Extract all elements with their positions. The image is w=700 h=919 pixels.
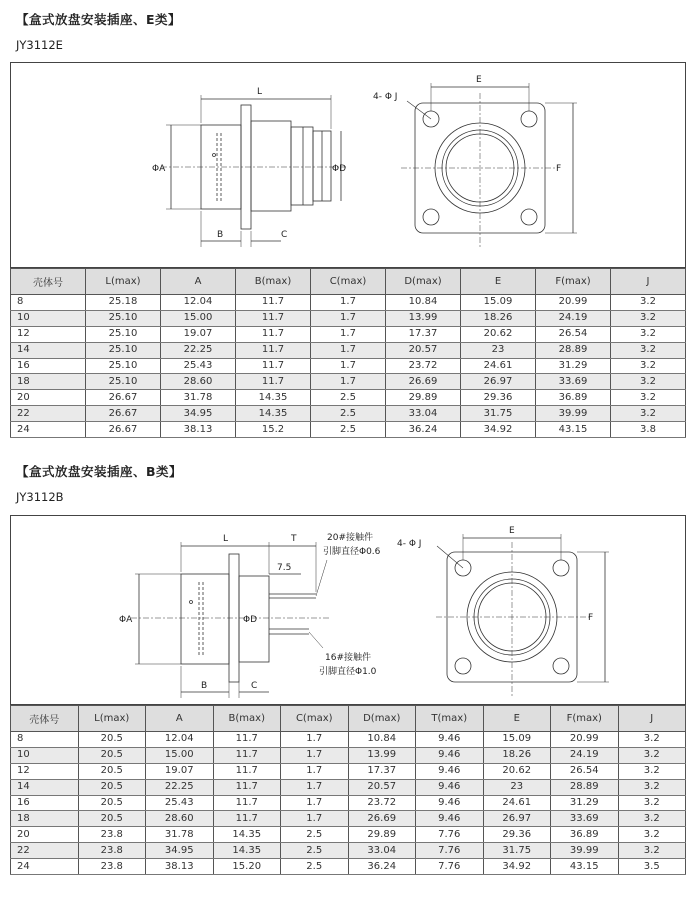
table-cell: 14.35 (236, 390, 311, 406)
table-cell: 11.7 (236, 342, 311, 358)
table-cell: 11.7 (213, 747, 281, 763)
column-header: E (483, 706, 551, 732)
table-cell: 20.57 (348, 779, 416, 795)
table-row (11, 374, 686, 390)
table-cell: 26.54 (551, 763, 619, 779)
table-cell: 3.2 (611, 390, 686, 406)
table-cell: 11.7 (236, 310, 311, 326)
table-cell: 23.8 (78, 843, 146, 859)
column-header: A (146, 706, 214, 732)
table-cell: 10 (11, 747, 79, 763)
dim-f-label: F (556, 164, 562, 174)
table-cell: 25.10 (86, 310, 161, 326)
table-cell: 25.10 (86, 342, 161, 358)
table-cell: 8 (11, 732, 79, 748)
table-cell: 3.2 (611, 342, 686, 358)
table-cell: 3.2 (611, 406, 686, 422)
table-cell: 19.07 (146, 763, 214, 779)
table-cell: 1.7 (311, 310, 386, 326)
table-cell: 23 (461, 342, 536, 358)
table-cell: 36.24 (348, 859, 416, 875)
column-header: B(max) (213, 706, 281, 732)
section-b-table (10, 705, 686, 875)
note-16-line1: 16#接触件 (325, 653, 371, 663)
section-b-heading: 【盒式放盘安装插座、B类】 (16, 464, 183, 479)
table-cell: 1.7 (311, 295, 386, 311)
table-cell: 34.92 (461, 422, 536, 438)
table-cell: 29.36 (483, 827, 551, 843)
table-cell: 33.69 (536, 374, 611, 390)
table-cell: 10.84 (348, 732, 416, 748)
dim-c-label: C (281, 230, 288, 240)
table-cell: 22.25 (146, 779, 214, 795)
table-row (11, 295, 686, 311)
table-cell: 36.24 (386, 422, 461, 438)
table-cell: 31.29 (551, 795, 619, 811)
table-cell: 1.7 (281, 811, 349, 827)
table-cell: 29.89 (386, 390, 461, 406)
table-cell: 28.89 (551, 779, 619, 795)
table-cell: 25.10 (86, 374, 161, 390)
table-cell: 14.35 (213, 843, 281, 859)
table-cell: 11.7 (213, 779, 281, 795)
table-cell: 25.18 (86, 295, 161, 311)
table-cell: 15.2 (236, 422, 311, 438)
table-cell: 1.7 (311, 326, 386, 342)
table-cell: 3.2 (618, 843, 686, 859)
table-cell: 39.99 (551, 843, 619, 859)
table-row (11, 310, 686, 326)
table-cell: 11.7 (236, 295, 311, 311)
dim-j-label: 4- Φ J (397, 539, 422, 549)
dim-d-label: ΦD (243, 615, 258, 625)
table-cell: 3.2 (618, 763, 686, 779)
table-cell: 3.2 (611, 295, 686, 311)
table-row (11, 732, 686, 748)
table-row (11, 811, 686, 827)
table-cell: 17.37 (348, 763, 416, 779)
table-cell: 9.46 (416, 763, 484, 779)
table-cell: 3.2 (618, 747, 686, 763)
column-header: 壳体号 (11, 269, 86, 295)
table-cell: 26.67 (86, 390, 161, 406)
table-cell: 20.5 (78, 747, 146, 763)
dim-e-label: E (509, 526, 515, 536)
table-cell: 31.75 (483, 843, 551, 859)
table-cell: 25.43 (161, 358, 236, 374)
table-cell: 20.62 (461, 326, 536, 342)
column-header: L(max) (86, 269, 161, 295)
dim-e-label: E (476, 75, 482, 85)
table-cell: 26.97 (461, 374, 536, 390)
column-header: L(max) (78, 706, 146, 732)
table-cell: 11.7 (213, 732, 281, 748)
table-cell: 23.72 (348, 795, 416, 811)
table-cell: 20.99 (551, 732, 619, 748)
dim-a-label: ΦA (152, 164, 166, 174)
table-cell: 3.2 (618, 779, 686, 795)
table-cell: 1.7 (311, 374, 386, 390)
table-cell: 12.04 (146, 732, 214, 748)
table-cell: 3.2 (618, 827, 686, 843)
note-20-line2: 引脚直径Φ0.6 (323, 547, 381, 557)
table-cell: 15.09 (461, 295, 536, 311)
table-cell: 26.54 (536, 326, 611, 342)
table-cell: 15.09 (483, 732, 551, 748)
table-cell: 33.69 (551, 811, 619, 827)
table-cell: 1.7 (281, 779, 349, 795)
table-cell: 24.61 (461, 358, 536, 374)
table-cell: 34.95 (146, 843, 214, 859)
table-cell: 11.7 (236, 326, 311, 342)
table-row (11, 422, 686, 438)
section-e-table-header (11, 269, 686, 295)
section-e-heading: 【盒式放盘安装插座、E类】 (16, 12, 182, 27)
table-cell: 7.76 (416, 827, 484, 843)
dim-f-label: F (588, 613, 594, 623)
table-cell: 26.67 (86, 422, 161, 438)
table-cell: 1.7 (281, 795, 349, 811)
column-header: D(max) (386, 269, 461, 295)
column-header: D(max) (348, 706, 416, 732)
table-cell: 43.15 (551, 859, 619, 875)
table-cell: 16 (11, 358, 86, 374)
table-row (11, 827, 686, 843)
table-cell: 3.8 (611, 422, 686, 438)
section-e-table (10, 268, 686, 438)
section-b-model: JY3112B (16, 490, 64, 504)
table-cell: 14.35 (213, 827, 281, 843)
column-header: C(max) (311, 269, 386, 295)
table-cell: 2.5 (311, 406, 386, 422)
table-cell: 20.57 (386, 342, 461, 358)
column-header: J (618, 706, 686, 732)
table-cell: 18 (11, 811, 79, 827)
column-header: F(max) (551, 706, 619, 732)
table-row (11, 390, 686, 406)
dim-l-label: L (223, 534, 229, 544)
table-cell: 3.2 (618, 811, 686, 827)
table-cell: 1.7 (281, 763, 349, 779)
table-cell: 17.37 (386, 326, 461, 342)
table-cell: 10.84 (386, 295, 461, 311)
dim-a-label: ΦA (119, 615, 133, 625)
table-cell: 20.5 (78, 763, 146, 779)
table-cell: 3.2 (611, 358, 686, 374)
table-cell: 2.5 (281, 827, 349, 843)
table-cell: 20 (11, 390, 86, 406)
table-cell: 9.46 (416, 779, 484, 795)
table-row (11, 358, 686, 374)
table-cell: 7.76 (416, 843, 484, 859)
section-e-drawing (10, 62, 686, 268)
table-cell: 26.67 (86, 406, 161, 422)
table-cell: 13.99 (386, 310, 461, 326)
section-e-drawing-svg (11, 63, 685, 267)
table-cell: 23.8 (78, 827, 146, 843)
table-cell: 13.99 (348, 747, 416, 763)
table-cell: 20.62 (483, 763, 551, 779)
section-b-table-body (11, 732, 686, 875)
table-cell: 3.2 (611, 310, 686, 326)
table-cell: 38.13 (161, 422, 236, 438)
table-cell: 7.76 (416, 859, 484, 875)
table-cell: 18.26 (461, 310, 536, 326)
table-cell: 20.99 (536, 295, 611, 311)
table-cell: 28.60 (146, 811, 214, 827)
table-cell: 2.5 (311, 422, 386, 438)
dim-b-label: B (217, 230, 224, 240)
column-header: T(max) (416, 706, 484, 732)
table-cell: 12 (11, 763, 79, 779)
column-header: J (611, 269, 686, 295)
table-cell: 23.72 (386, 358, 461, 374)
section-b-drawing (10, 515, 686, 705)
table-cell: 9.46 (416, 732, 484, 748)
table-cell: 2.5 (281, 859, 349, 875)
table-cell: 2.5 (311, 390, 386, 406)
table-cell: 3.2 (618, 795, 686, 811)
table-cell: 26.69 (386, 374, 461, 390)
table-cell: 11.7 (236, 374, 311, 390)
table-cell: 9.46 (416, 747, 484, 763)
table-cell: 3.2 (618, 732, 686, 748)
table-cell: 28.89 (536, 342, 611, 358)
table-cell: 24.19 (536, 310, 611, 326)
table-cell: 34.95 (161, 406, 236, 422)
section-e-table-body (11, 295, 686, 438)
table-cell: 28.60 (161, 374, 236, 390)
column-header: 壳体号 (11, 706, 79, 732)
table-cell: 8 (11, 295, 86, 311)
column-header: B(max) (236, 269, 311, 295)
table-cell: 36.89 (551, 827, 619, 843)
table-cell: 20.5 (78, 732, 146, 748)
table-cell: 36.89 (536, 390, 611, 406)
column-header: A (161, 269, 236, 295)
table-cell: 11.7 (236, 358, 311, 374)
table-cell: 18.26 (483, 747, 551, 763)
table-cell: 11.7 (213, 795, 281, 811)
table-cell: 31.78 (146, 827, 214, 843)
table-cell: 39.99 (536, 406, 611, 422)
table-cell: 15.20 (213, 859, 281, 875)
table-cell: 33.04 (386, 406, 461, 422)
table-cell: 38.13 (146, 859, 214, 875)
table-cell: 43.15 (536, 422, 611, 438)
table-cell: 31.29 (536, 358, 611, 374)
table-cell: 11.7 (213, 811, 281, 827)
table-cell: 34.92 (483, 859, 551, 875)
table-cell: 20 (11, 827, 79, 843)
table-cell: 1.7 (281, 732, 349, 748)
table-cell: 11.7 (213, 763, 281, 779)
table-cell: 24 (11, 422, 86, 438)
note-20-line1: 20#接触件 (327, 533, 373, 543)
table-cell: 20.5 (78, 795, 146, 811)
table-cell: 1.7 (281, 747, 349, 763)
table-cell: 31.75 (461, 406, 536, 422)
table-cell: 33.04 (348, 843, 416, 859)
table-cell: 24 (11, 859, 79, 875)
table-row (11, 843, 686, 859)
dim-b-label: B (201, 681, 208, 691)
table-row (11, 747, 686, 763)
note-16-line2: 引脚直径Φ1.0 (319, 667, 377, 677)
table-cell: 3.2 (611, 374, 686, 390)
table-cell: 18 (11, 374, 86, 390)
table-row (11, 326, 686, 342)
table-cell: 29.36 (461, 390, 536, 406)
table-cell: 3.5 (618, 859, 686, 875)
column-header: E (461, 269, 536, 295)
table-row (11, 406, 686, 422)
column-header: F(max) (536, 269, 611, 295)
dim-t-label: T (291, 534, 297, 544)
section-b-drawing-svg (11, 516, 685, 704)
table-row (11, 763, 686, 779)
table-cell: 24.61 (483, 795, 551, 811)
table-cell: 20.5 (78, 811, 146, 827)
table-cell: 9.46 (416, 811, 484, 827)
table-cell: 25.10 (86, 358, 161, 374)
table-row (11, 859, 686, 875)
table-cell: 25.43 (146, 795, 214, 811)
table-cell: 10 (11, 310, 86, 326)
table-cell: 19.07 (161, 326, 236, 342)
section-b-table-header (11, 706, 686, 732)
table-cell: 16 (11, 795, 79, 811)
table-cell: 31.78 (161, 390, 236, 406)
dim-l-label: L (257, 87, 263, 97)
table-cell: 23 (483, 779, 551, 795)
dim-7-5-label: 7.5 (277, 563, 292, 573)
table-cell: 12.04 (161, 295, 236, 311)
table-cell: 14 (11, 342, 86, 358)
table-cell: 1.7 (311, 342, 386, 358)
table-row (11, 795, 686, 811)
dim-d-label: ΦD (332, 164, 347, 174)
table-row (11, 779, 686, 795)
section-e-model: JY3112E (16, 38, 63, 52)
table-cell: 26.69 (348, 811, 416, 827)
table-cell: 14.35 (236, 406, 311, 422)
table-cell: 29.89 (348, 827, 416, 843)
table-cell: 26.97 (483, 811, 551, 827)
table-cell: 22 (11, 406, 86, 422)
table-cell: 15.00 (146, 747, 214, 763)
table-cell: 22.25 (161, 342, 236, 358)
table-cell: 1.7 (311, 358, 386, 374)
table-cell: 22 (11, 843, 79, 859)
table-cell: 12 (11, 326, 86, 342)
table-cell: 3.2 (611, 326, 686, 342)
table-cell: 9.46 (416, 795, 484, 811)
table-cell: 24.19 (551, 747, 619, 763)
table-cell: 2.5 (281, 843, 349, 859)
table-cell: 20.5 (78, 779, 146, 795)
table-cell: 15.00 (161, 310, 236, 326)
column-header: C(max) (281, 706, 349, 732)
table-row (11, 342, 686, 358)
dim-j-label: 4- Φ J (373, 92, 398, 102)
table-cell: 25.10 (86, 326, 161, 342)
table-cell: 14 (11, 779, 79, 795)
table-cell: 23.8 (78, 859, 146, 875)
dim-c-label: C (251, 681, 258, 691)
